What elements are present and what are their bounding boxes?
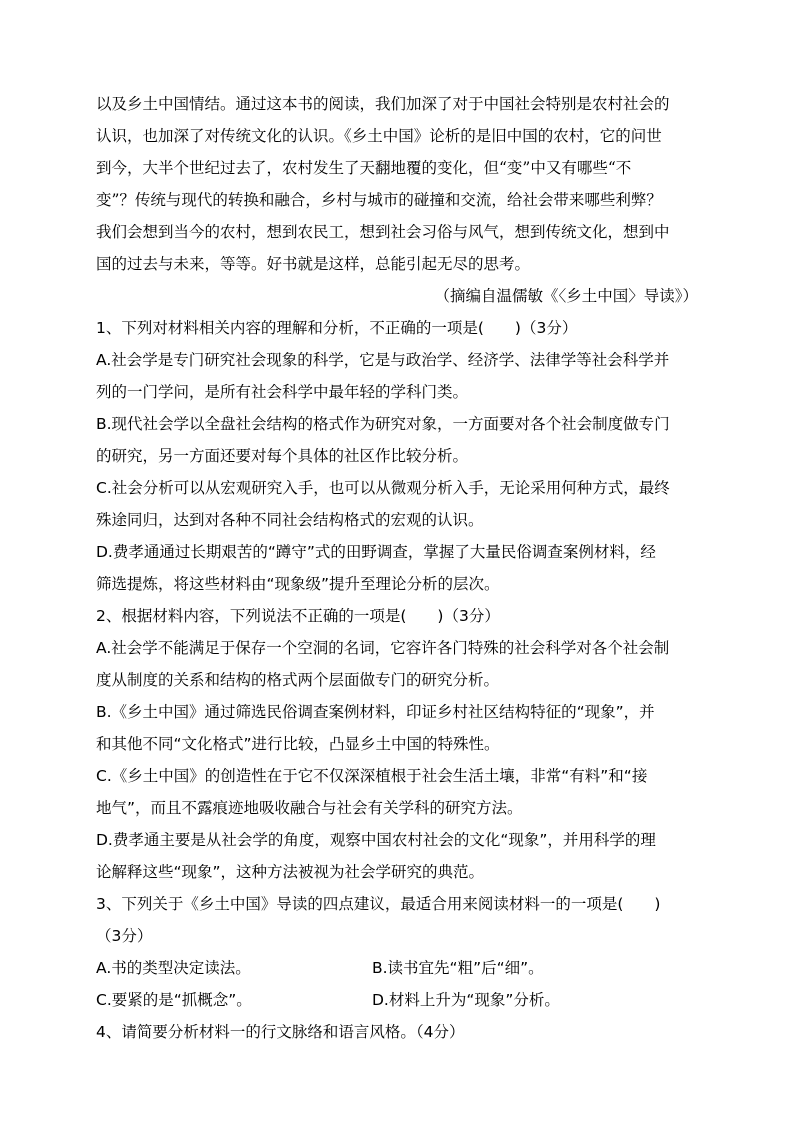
question-2-option-c-cont: 地气”，而且不露痕迹地吸收融合与社会有关学科的研究方法。 bbox=[96, 799, 523, 817]
question-3-option-b: B.读书宜先“粗”后“细”。 bbox=[372, 959, 544, 977]
question-4-stem: 4、请简要分析材料一的行文脉络和语言风格。（4分） bbox=[96, 1023, 465, 1041]
question-1-stem: 1、下列对材料相关内容的理解和分析，不正确的一项是( )（3分） bbox=[96, 319, 578, 337]
question-3-stem: 3、下列关于《乡土中国》导读的四点建议，最适合用来阅读材料一的一项是( ) bbox=[96, 895, 661, 913]
passage-line: 变”？传统与现代的转换和融合，乡村与城市的碰撞和交流，给社会带来哪些利弊？ bbox=[96, 191, 662, 209]
question-2-option-b: B.《乡土中国》通过筛选民俗调查案例材料，印证乡村社区结构特征的“现象”，并 bbox=[96, 703, 655, 721]
question-3-option-c: C.要紧的是“抓概念”。 bbox=[96, 991, 252, 1009]
question-1-option-b-cont: 的研究，另一方面还要对每个具体的社区作比较分析。 bbox=[96, 447, 469, 465]
passage-line: 以及乡土中国情结。通过这本书的阅读，我们加深了对于中国社会特别是农村社会的 bbox=[96, 95, 670, 113]
question-1-option-a-cont: 列的一门学问，是所有社会科学中最年轻的学科门类。 bbox=[96, 383, 469, 401]
passage-line: 认识，也加深了对传统文化的认识。《乡土中国》论析的是旧中国的农村，它的问世 bbox=[96, 127, 662, 145]
question-1-option-b: B.现代社会学以全盘社会结构的格式作为研究对象，一方面要对各个社会制度做专门 bbox=[96, 415, 670, 433]
question-2-option-c: C.《乡土中国》的创造性在于它不仅深深植根于社会生活土壤，非常“有料”和“接 bbox=[96, 767, 648, 785]
question-3-score: （3分） bbox=[96, 927, 153, 945]
question-1-option-c-cont: 殊途同归，达到对各种不同社会结构格式的宏观的认识。 bbox=[96, 511, 484, 529]
question-3-option-d: D.材料上升为“现象”分析。 bbox=[372, 991, 560, 1009]
question-2-option-b-cont: 和其他不同“文化格式”进行比较，凸显乡土中国的特殊性。 bbox=[96, 735, 500, 753]
question-1-option-d: D.费孝通通过长期艰苦的“蹲守”式的田野调查，掌握了大量民俗调查案例材料，经 bbox=[96, 543, 656, 561]
question-2-option-a-cont: 度从制度的关系和结构的格式两个层面做专门的研究分析。 bbox=[96, 671, 500, 689]
passage-line: 国的过去与未来，等等。好书就是这样，总能引起无尽的思考。 bbox=[96, 255, 531, 273]
passage-line: 我们会想到当今的农村，想到农民工，想到社会习俗与风气，想到传统文化，想到中 bbox=[96, 223, 670, 241]
question-2-option-a: A.社会学不能满足于保存一个空洞的名词，它容许各门特殊的社会科学对各个社会制 bbox=[96, 639, 670, 657]
question-2-option-d-cont: 论解释这些“现象”，这种方法被视为社会学研究的典范。 bbox=[96, 863, 485, 881]
question-1-option-c: C.社会分析可以从宏观研究入手，也可以从微观分析入手，无论采用何种方式，最终 bbox=[96, 479, 670, 497]
passage-line: 到今，大半个世纪过去了，农村发生了天翻地覆的变化，但“变”中又有哪些“不 bbox=[96, 159, 632, 177]
question-2-option-d: D.费孝通主要是从社会学的角度，观察中国农村社会的文化“现象”，并用科学的理 bbox=[96, 831, 656, 849]
question-1-option-d-cont: 筛选提炼，将这些材料由“现象级”提升至理论分析的层次。 bbox=[96, 575, 500, 593]
question-3-option-a: A.书的类型决定读法。 bbox=[96, 959, 251, 977]
passage-source: （摘编自温儒敏《〈乡土中国〉导读》） bbox=[434, 287, 698, 305]
question-2-stem: 2、根据材料内容，下列说法不正确的一项是( )（3分） bbox=[96, 607, 500, 625]
question-1-option-a: A.社会学是专门研究社会现象的科学，它是与政治学、经济学、法律学等社会科学并 bbox=[96, 351, 670, 369]
